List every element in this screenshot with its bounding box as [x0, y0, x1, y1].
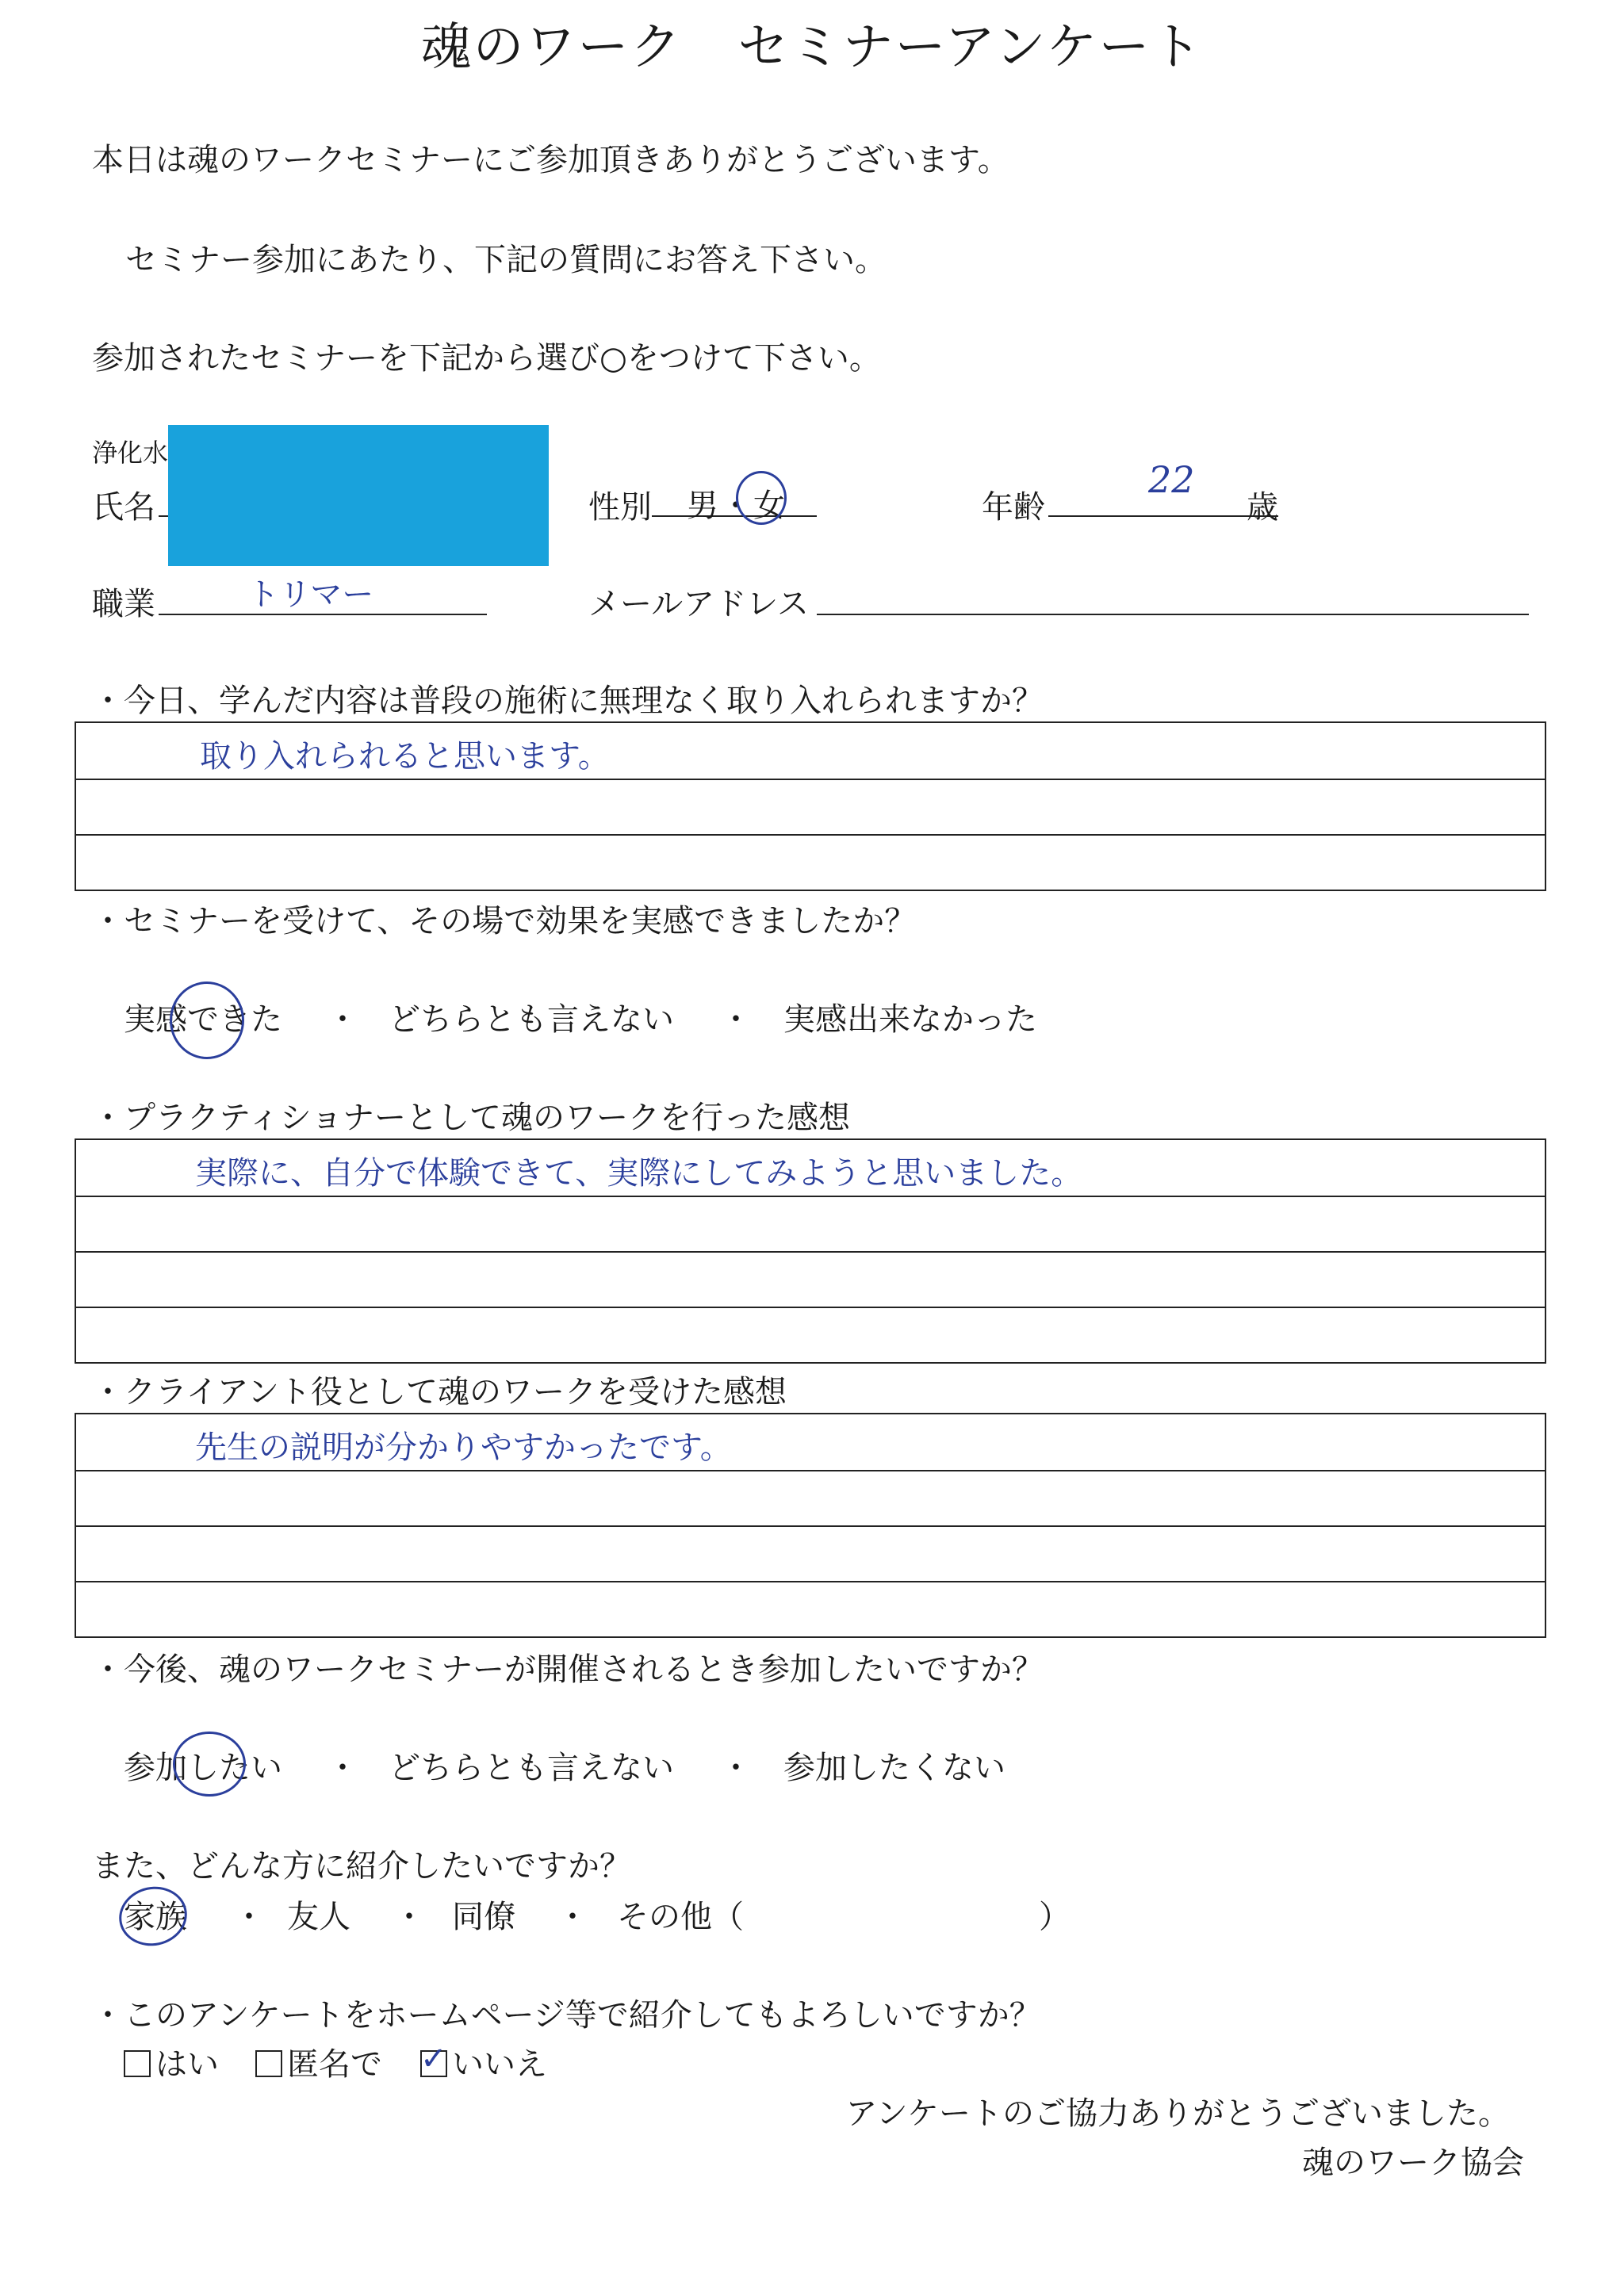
q6-option-other[interactable]: その他（: [617, 1899, 744, 1935]
answer-line: [76, 1251, 1545, 1253]
q2-option-3[interactable]: 実感出来なかった: [783, 1001, 1037, 1038]
gender-female[interactable]: 女: [753, 488, 785, 524]
seminar-label: 浄化水: [92, 438, 169, 468]
q2-question: ・セミナーを受けて、その場で効果を実感できましたか？: [92, 903, 917, 939]
q1-question: ・今日、学んだ内容は普段の施術に無理なく取り入れられますか？: [92, 683, 1044, 719]
answer-line: [76, 1581, 1545, 1582]
q6-separator: ・: [393, 1899, 425, 1935]
q4-answer-box[interactable]: [75, 1413, 1546, 1638]
q7-question: ・このアンケートをホームページ等で紹介してもよろしいですか？: [92, 1997, 1041, 2034]
q5-question: ・今後、魂のワークセミナーが開催されるとき参加したいですか？: [92, 1651, 1044, 1688]
q3-answer-text: 実際に、自分で体験できて、実際にしてみようと思いました。: [195, 1155, 1083, 1192]
q5-separator: ・: [327, 1750, 358, 1786]
redaction-block: [168, 425, 549, 566]
q4-question: ・クライアント役として魂のワークを受けた感想: [92, 1374, 787, 1410]
footer-thanks: アンケートのご協力ありがとうございました。: [845, 2095, 1510, 2132]
q6-option-family[interactable]: 家族: [124, 1899, 187, 1935]
intro-line-1: 本日は魂のワークセミナーにご参加頂きありがとうございます。: [92, 142, 1009, 178]
gender-label: 性別: [588, 489, 652, 526]
q2-option-2[interactable]: どちらとも言えない: [389, 1001, 674, 1038]
answer-line: [76, 1470, 1545, 1471]
job-label: 職業: [92, 586, 155, 622]
q3-question: ・プラクティショナーとして魂のワークを行った感想: [92, 1100, 850, 1136]
q5-option-2[interactable]: どちらとも言えない: [389, 1750, 674, 1786]
answer-line: [76, 779, 1545, 780]
age-value: 22: [1148, 458, 1195, 501]
checkbox[interactable]: [255, 2050, 282, 2077]
job-value: トリマー: [247, 576, 374, 613]
answer-line: [76, 1307, 1545, 1308]
q5-selection-circle: [173, 1732, 246, 1797]
q6-other-close: ）: [1039, 1899, 1071, 1935]
intro-line-3: 参加されたセミナーを下記から選び○をつけて下さい。: [92, 340, 881, 377]
answer-line: [76, 1196, 1545, 1197]
footer-organization: 魂のワーク協会: [1302, 2145, 1524, 2181]
q5-separator: ・: [720, 1750, 752, 1786]
q1-answer-box[interactable]: [75, 721, 1546, 891]
q6-option-friend[interactable]: 友人: [287, 1899, 350, 1935]
q1-answer-text: 取り入れられると思います。: [200, 738, 610, 775]
q6-separator: ・: [233, 1899, 265, 1935]
q7-option-yes[interactable]: はい: [124, 2039, 219, 2084]
email-label: メールアドレス: [588, 586, 809, 622]
checkbox-checked[interactable]: [420, 2041, 447, 2077]
q6-option-colleague[interactable]: 同僚: [452, 1899, 515, 1935]
name-label: 氏名: [92, 489, 155, 526]
q2-separator: ・: [720, 1001, 752, 1038]
q5-option-1[interactable]: 参加したい: [124, 1750, 282, 1786]
age-unit: 歳: [1247, 489, 1278, 526]
q2-separator: ・: [327, 1001, 358, 1038]
checkmark-icon: ✓: [420, 2041, 447, 2077]
q3-answer-box[interactable]: [75, 1138, 1546, 1364]
age-field[interactable]: [1048, 515, 1278, 517]
q5-option-3[interactable]: 参加したくない: [783, 1750, 1005, 1786]
q6-question: また、どんな方に紹介したいですか？: [92, 1848, 631, 1885]
page-title: 魂のワーク セミナーアンケート: [420, 18, 1204, 77]
checkbox[interactable]: [124, 2050, 151, 2077]
q2-option-1[interactable]: 実感できた: [124, 1001, 282, 1038]
intro-line-2: セミナー参加にあたり、下記の質問にお答え下さい。: [125, 242, 887, 278]
q2-selection-circle: [170, 982, 244, 1059]
gender-separator: ・: [720, 488, 752, 524]
age-label: 年齢: [982, 489, 1045, 526]
gender-selection-circle: [736, 471, 787, 525]
answer-line: [76, 834, 1545, 836]
email-field[interactable]: [817, 614, 1529, 615]
gender-male[interactable]: 男: [687, 488, 718, 524]
q7-option-anonymous[interactable]: 匿名で: [255, 2039, 382, 2084]
q4-answer-text: 先生の説明が分かりやすかったです。: [195, 1429, 732, 1466]
q7-option-no[interactable]: ✓ いいえ: [420, 2041, 547, 2083]
q6-separator: ・: [557, 1899, 588, 1935]
answer-line: [76, 1525, 1545, 1527]
